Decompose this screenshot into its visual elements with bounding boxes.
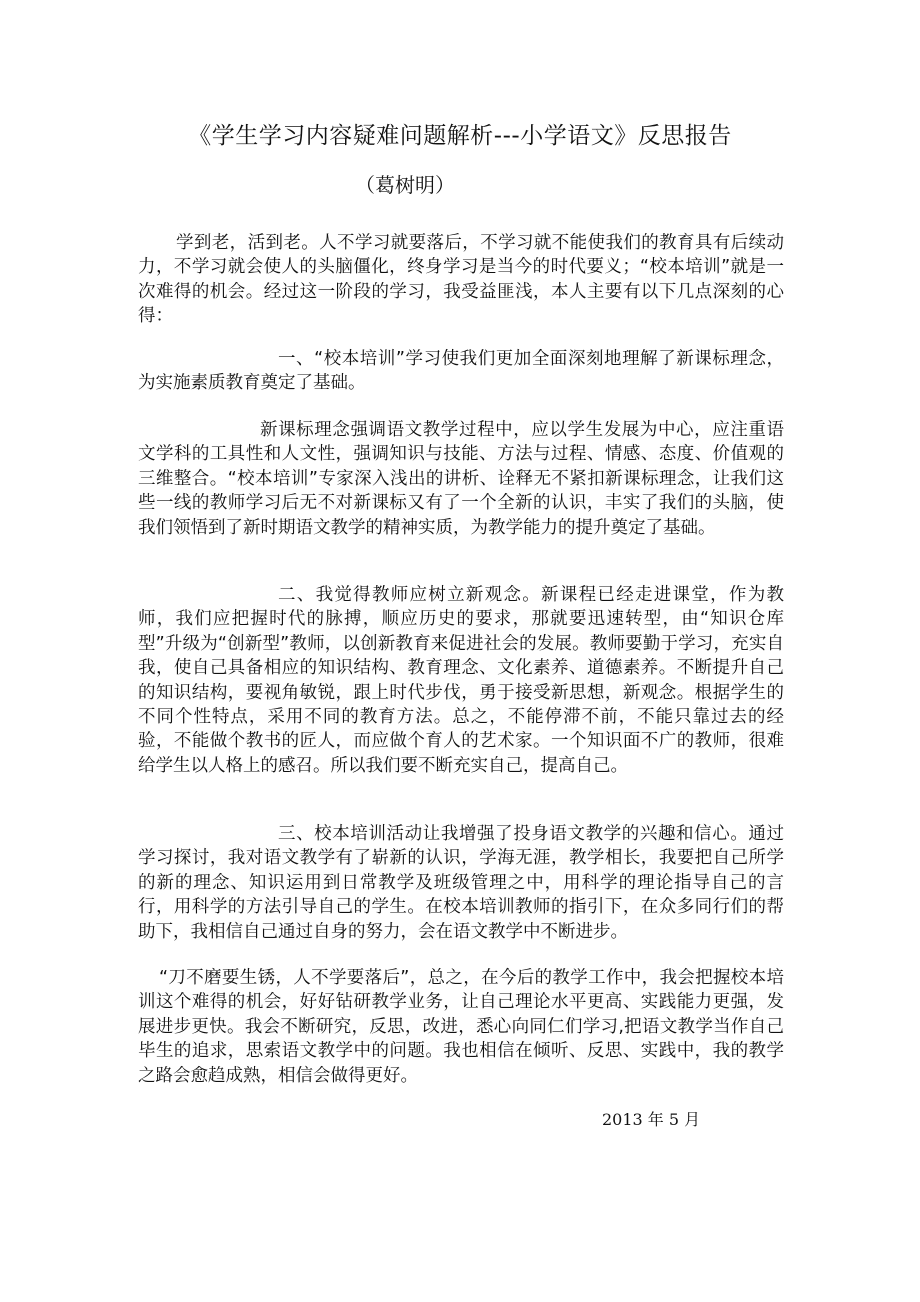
section-one-heading-paragraph: 一、“校本培训”学习使我们更加全面深刻地理解了新课标理念，为实施素质教育奠定了基础。 <box>138 349 784 394</box>
document-date: 2013 年 5 月 <box>602 1110 701 1129</box>
section-three-paragraph: 三、校本培训活动让我增强了投身语文教学的兴趣和信心。通过学习探讨，我对语文教学有了崭新的认识，学海无涯，教学相长，我要把自己所学的新的理念、知识运用到日常教学及班级管理之中，用科学的理论指导自己的言行，用科学的方法引导自己的学生。在校本培训教师的指引下，在众多同行们的帮助下，我相信自己通过自身的努力，会在语文教学中不断进步。 <box>138 824 784 942</box>
section-one-body-paragraph: 新课标理念强调语文教学过程中，应以学生发展为中心，应注重语文学科的工具性和人文性，强调知识与技能、方法与过程、情感、态度、价值观的三维整合。“校本培训”专家深入浅出的讲析、诠释无不紧扣新课标理念，让我们这些一线的教师学习后无不对新课标又有了一个全新的认识，丰实了我们的头脑，使我们领悟到了新时期语文教学的精神实质，为教学能力的提升奠定了基础。 <box>138 420 784 538</box>
document-title: 《学生学习内容疑难问题解析---小学语文》反思报告 <box>188 123 732 149</box>
section-two-paragraph: 二、我觉得教师应树立新观念。新课程已经走进课堂，作为教师，我们应把握时代的脉搏，顺应历史的要求，那就要迅速转型，由“知识仓库型”升级为“创新型”教师，以创新教育来促进社会的发展。教师要勤于学习，充实自我，使自己具备相应的知识结构、教育理念、文化素养、道德素养。不断提升自己的知识结构，要视角敏锐，跟上时代步伐，勇于接受新思想，新观念。根据学生的不同个性特点，采用不同的教育方法。总之，不能停滞不前，不能只靠过去的经验，不能做个教书的匠人，而应做个育人的艺术家。一个知识面不广的教师，很难给学生以人格上的感召。所以我们要不断充实自己，提高自己。 <box>138 585 784 776</box>
author-name: （葛树明） <box>355 173 455 197</box>
intro-paragraph: 学到老，活到老。人不学习就要落后，不学习就不能使我们的教育具有后续动力，不学习就会使人的头脑僵化，终身学习是当今的时代要义；“校本培训”就是一次难得的机会。经过这一阶段的学习，我受益匪浅，本人主要有以下几点深刻的心得： <box>138 233 784 327</box>
conclusion-paragraph: “刀不磨要生锈，人不学要落后”，总之，在今后的教学工作中，我会把握校本培训这个难得的机会，好好钻研教学业务，让自己理论水平更高、实践能力更强，发展进步更快。我会不断研究，反思，改进，悉心向同仁们学习,把语文教学当作自己毕生的追求，思索语文教学中的问题。我也相信在倾听、反思、实践中，我的教学之路会愈趋成熟，相信会做得更好。 <box>138 968 784 1086</box>
